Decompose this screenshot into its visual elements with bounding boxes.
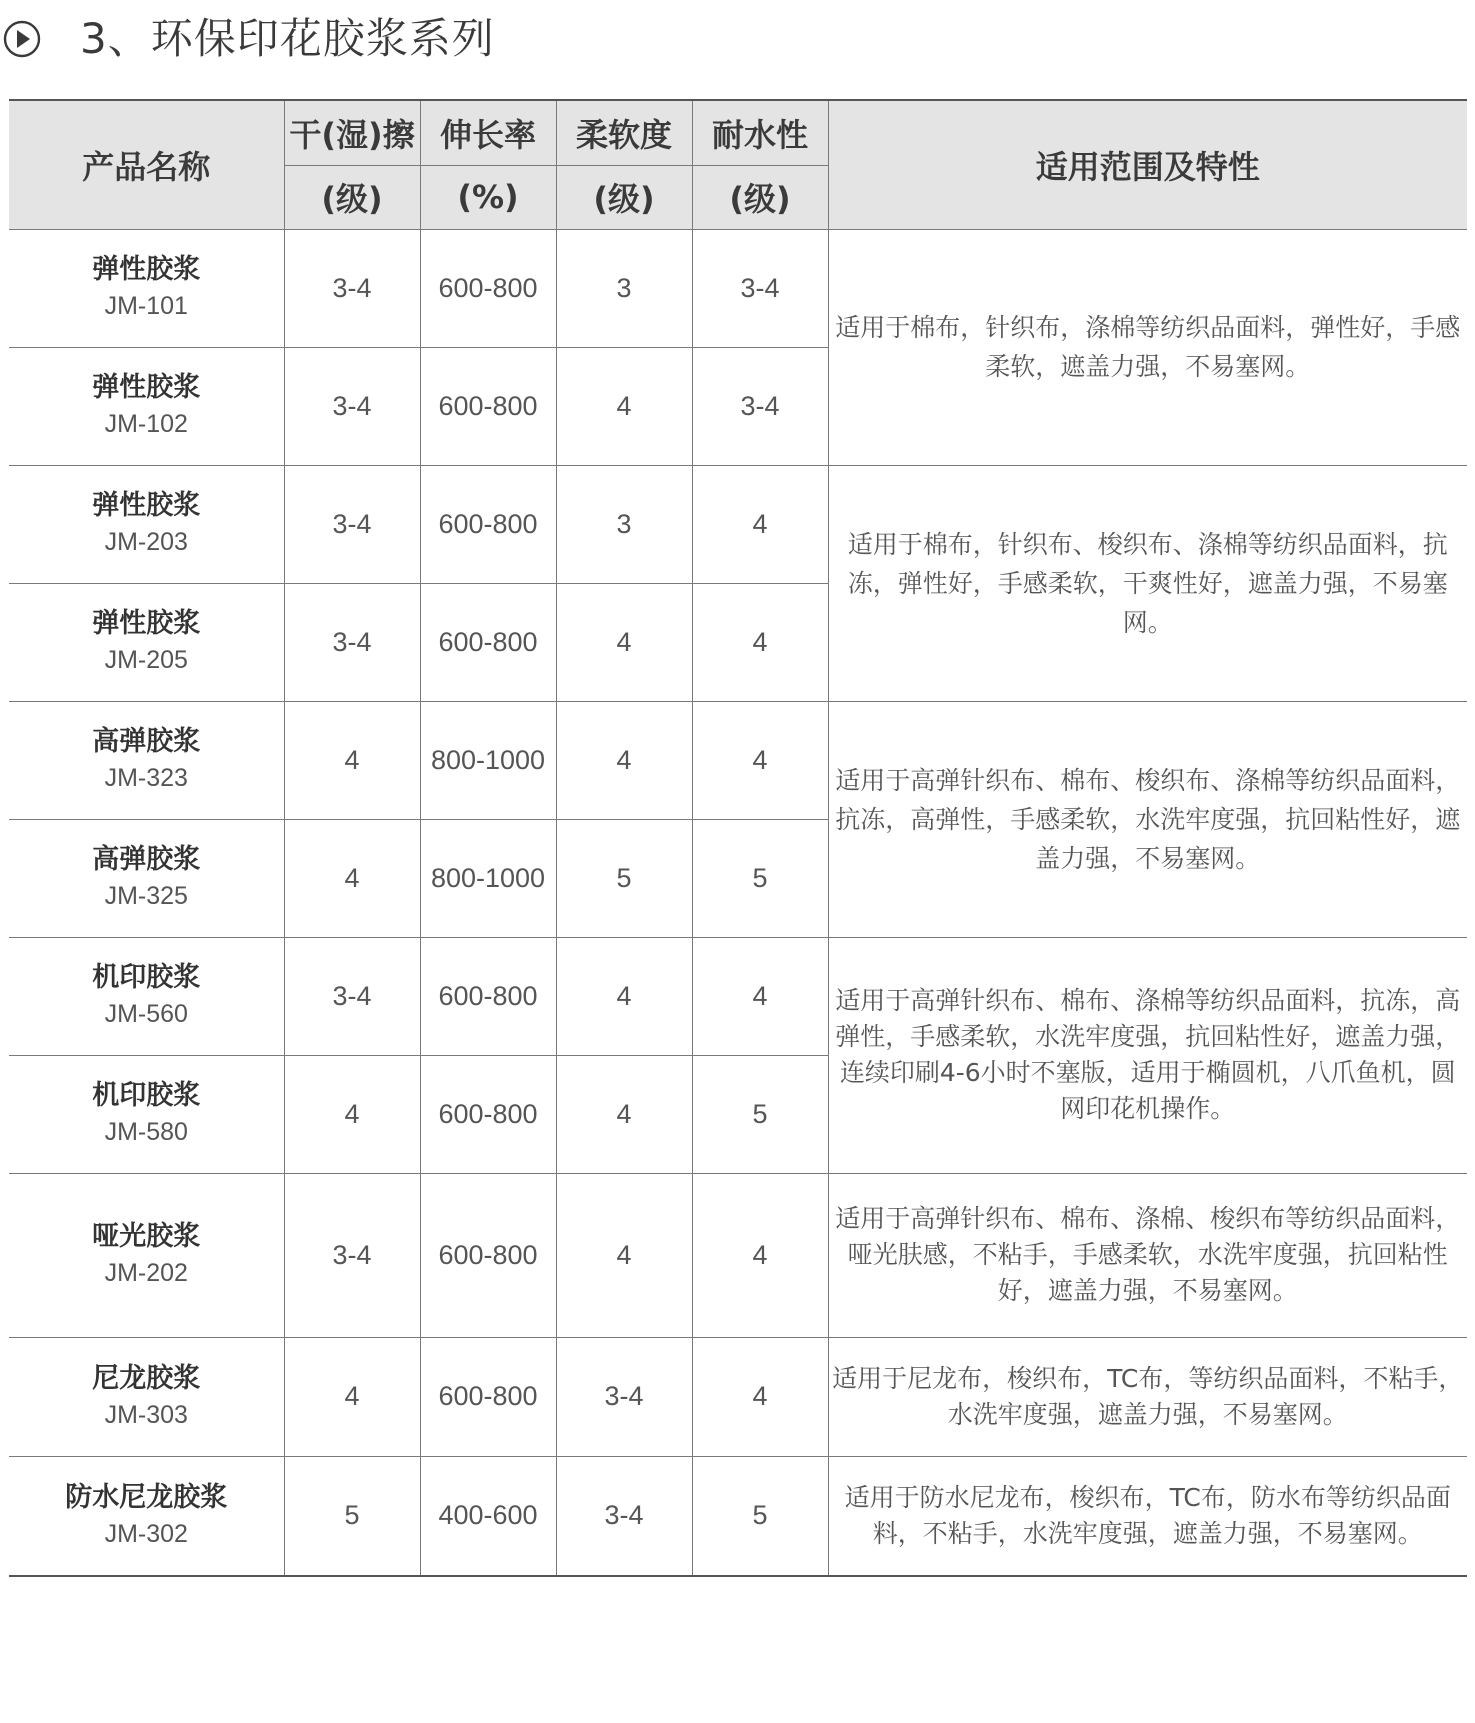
table-row	[9, 1456, 1467, 1576]
product-name: 哑光胶浆	[92, 1221, 201, 1252]
play-circle-icon	[2, 19, 42, 59]
product-name-cell	[9, 583, 284, 701]
product-name: 防水尼龙胶浆	[65, 1481, 228, 1513]
rub-value: 3-4	[284, 937, 420, 1055]
product-code: JM-302	[104, 1519, 188, 1548]
softness-value: 3-4	[556, 1456, 692, 1576]
product-name: 弹性胶浆	[92, 254, 201, 285]
softness-value: 4	[556, 1173, 692, 1337]
elongation-value: 600-800	[420, 583, 556, 701]
col-header-softness: 柔软度	[556, 100, 692, 165]
elongation-value: 600-800	[420, 1337, 556, 1456]
table-row	[9, 229, 1467, 347]
product-code: JM-203	[104, 528, 188, 556]
product-name-cell	[9, 819, 284, 937]
elongation-value: 600-800	[420, 229, 556, 347]
elongation-value: 600-800	[420, 937, 556, 1055]
table-row	[9, 937, 1467, 1055]
rub-value: 3-4	[284, 347, 420, 465]
product-name-cell	[9, 1337, 284, 1456]
water-resistance-value: 5	[692, 1055, 828, 1173]
softness-value: 4	[556, 347, 692, 465]
water-resistance-value: 4	[692, 465, 828, 583]
softness-value: 4	[556, 701, 692, 819]
water-resistance-value: 3-4	[692, 229, 828, 347]
product-code: JM-101	[104, 292, 188, 320]
col-header-rub: 干(湿)擦	[284, 100, 420, 165]
product-code: JM-303	[104, 1400, 188, 1429]
product-code: JM-202	[104, 1259, 188, 1287]
product-name: 弹性胶浆	[92, 608, 201, 639]
product-name-cell	[9, 701, 284, 819]
softness-value: 3	[556, 229, 692, 347]
product-name-cell	[9, 1456, 284, 1576]
rub-value: 4	[284, 819, 420, 937]
elongation-value: 800-1000	[420, 701, 556, 819]
section-header	[0, 0, 1475, 76]
softness-value: 5	[556, 819, 692, 937]
softness-value: 4	[556, 583, 692, 701]
water-resistance-value: 4	[692, 937, 828, 1055]
product-spec-table	[9, 99, 1467, 1577]
product-name: 机印胶浆	[92, 1080, 201, 1111]
application-description: 适用于高弹针织布、棉布、涤棉、梭织布等纺织品面料，哑光肤感，不粘手，手感柔软，水洗牢度强，抗回粘性好，遮盖力强，不易塞网。	[828, 1173, 1467, 1337]
application-description: 适用于高弹针织布、棉布、梭织布、涤棉等纺织品面料，抗冻，高弹性，手感柔软，水洗牢度强，抗回粘性好，遮盖力强，不易塞网。	[828, 701, 1467, 937]
table-row	[9, 465, 1467, 583]
application-description: 适用于尼龙布，梭织布，TC布，等纺织品面料，不粘手，水洗牢度强，遮盖力强，不易塞网。	[828, 1337, 1467, 1456]
rub-value: 4	[284, 701, 420, 819]
page-title: 3、环保印花胶浆系列	[80, 14, 495, 63]
application-description: 适用于棉布，针织布、梭织布、涤棉等纺织品面料，抗冻，弹性好，手感柔软，干爽性好，遮盖力强，不易塞网。	[828, 465, 1467, 701]
product-name: 弹性胶浆	[92, 372, 201, 403]
product-name-cell	[9, 1055, 284, 1173]
col-unit-water-resistance: (级)	[692, 165, 828, 229]
product-code: JM-323	[104, 764, 188, 792]
water-resistance-value: 4	[692, 1173, 828, 1337]
elongation-value: 600-800	[420, 1173, 556, 1337]
water-resistance-value: 5	[692, 1456, 828, 1576]
rub-value: 3-4	[284, 229, 420, 347]
water-resistance-value: 5	[692, 819, 828, 937]
product-name-cell	[9, 1173, 284, 1337]
col-unit-rub: (级)	[284, 165, 420, 229]
product-code: JM-205	[104, 646, 188, 674]
col-header-elongation: 伸长率	[420, 100, 556, 165]
col-unit-elongation: (%)	[420, 165, 556, 229]
product-name-cell	[9, 229, 284, 347]
application-description: 适用于防水尼龙布，梭织布，TC布，防水布等纺织品面料，不粘手，水洗牢度强，遮盖力强，不易塞网。	[828, 1456, 1467, 1576]
application-description: 适用于高弹针织布、棉布、涤棉等纺织品面料，抗冻，高弹性，手感柔软，水洗牢度强，抗回粘性好，遮盖力强，连续印刷4-6小时不塞版，适用于椭圆机，八爪鱼机，圆网印花机操作。	[828, 937, 1467, 1173]
table-row	[9, 1173, 1467, 1337]
col-header-application: 适用范围及特性	[828, 100, 1467, 229]
product-name: 高弹胶浆	[92, 844, 201, 875]
elongation-value: 600-800	[420, 465, 556, 583]
rub-value: 4	[284, 1055, 420, 1173]
rub-value: 3-4	[284, 1173, 420, 1337]
col-header-product-name: 产品名称	[9, 100, 284, 229]
elongation-value: 600-800	[420, 1055, 556, 1173]
water-resistance-value: 4	[692, 1337, 828, 1456]
table-row	[9, 1337, 1467, 1456]
water-resistance-value: 3-4	[692, 347, 828, 465]
rub-value: 3-4	[284, 465, 420, 583]
product-code: JM-325	[104, 882, 188, 910]
softness-value: 4	[556, 1055, 692, 1173]
col-unit-softness: (级)	[556, 165, 692, 229]
elongation-value: 800-1000	[420, 819, 556, 937]
product-code: JM-580	[104, 1118, 188, 1146]
application-description: 适用于棉布，针织布，涤棉等纺织品面料，弹性好，手感柔软，遮盖力强，不易塞网。	[828, 229, 1467, 465]
softness-value: 4	[556, 937, 692, 1055]
rub-value: 3-4	[284, 583, 420, 701]
elongation-value: 400-600	[420, 1456, 556, 1576]
product-code: JM-560	[104, 1000, 188, 1028]
col-header-water-resistance: 耐水性	[692, 100, 828, 165]
water-resistance-value: 4	[692, 701, 828, 819]
product-name-cell	[9, 465, 284, 583]
rub-value: 5	[284, 1456, 420, 1576]
product-name: 尼龙胶浆	[92, 1362, 201, 1394]
rub-value: 4	[284, 1337, 420, 1456]
elongation-value: 600-800	[420, 347, 556, 465]
product-name: 高弹胶浆	[92, 726, 201, 757]
softness-value: 3	[556, 465, 692, 583]
product-code: JM-102	[104, 410, 188, 438]
product-name: 弹性胶浆	[92, 490, 201, 521]
product-name-cell	[9, 937, 284, 1055]
table-row	[9, 701, 1467, 819]
product-name-cell	[9, 347, 284, 465]
softness-value: 3-4	[556, 1337, 692, 1456]
product-name: 机印胶浆	[92, 962, 201, 993]
water-resistance-value: 4	[692, 583, 828, 701]
